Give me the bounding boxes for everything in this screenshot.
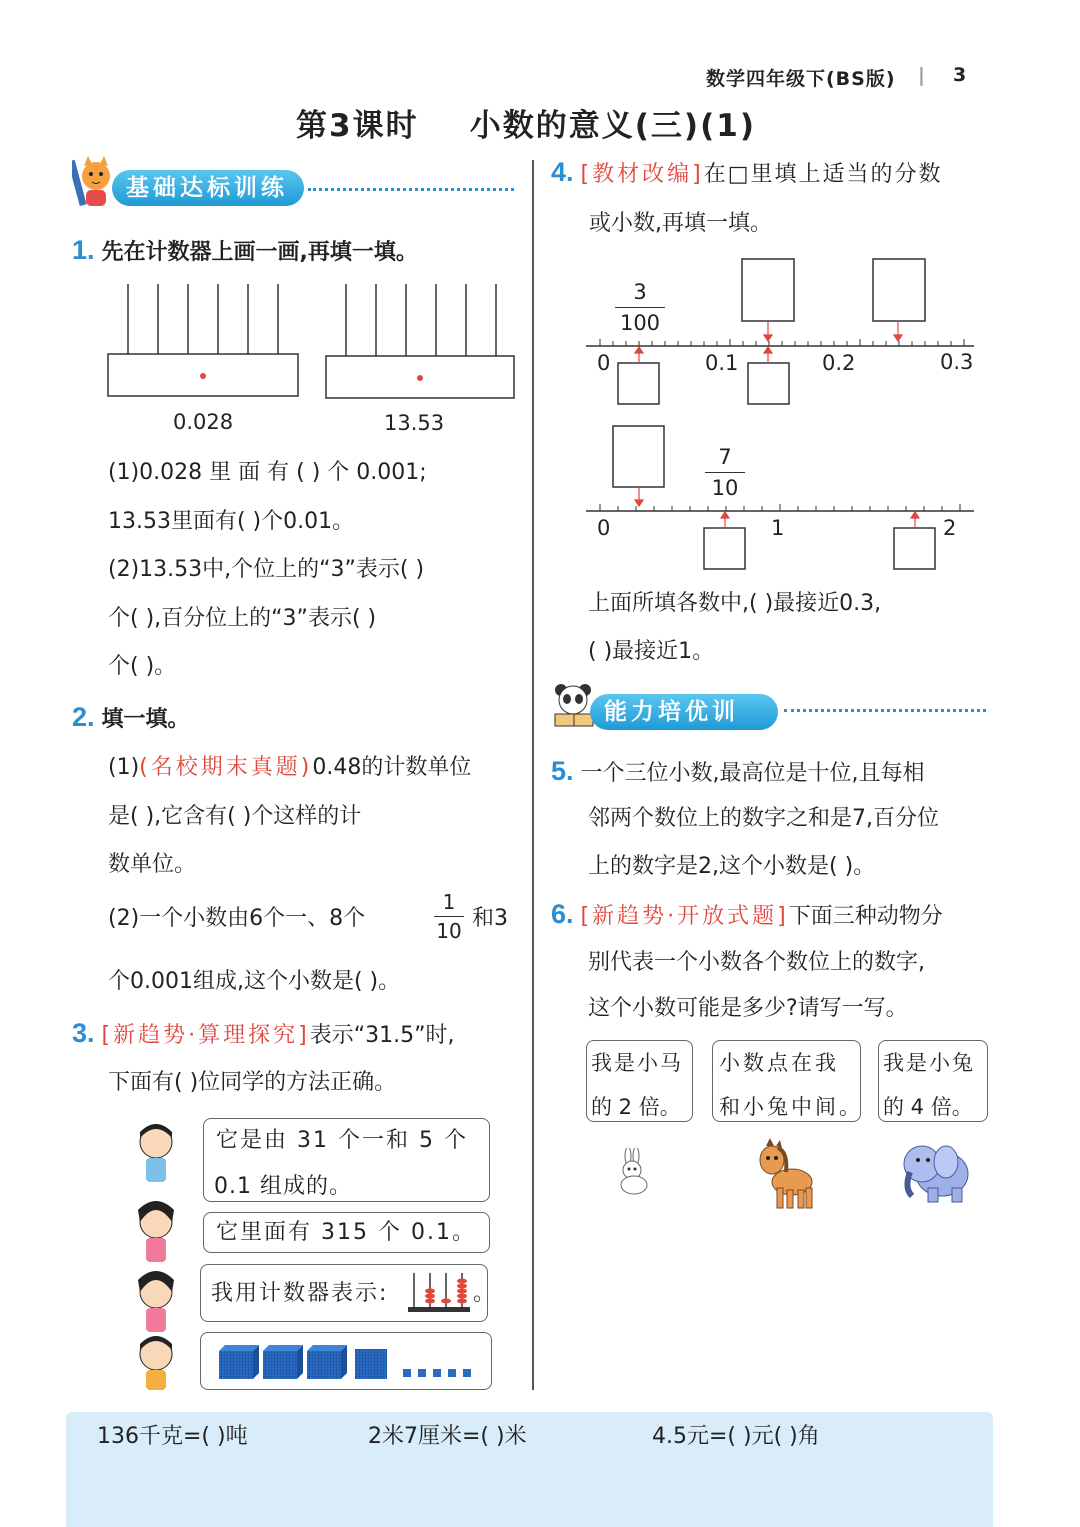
q2-p1c: 数单位。 bbox=[108, 852, 197, 877]
q5-line2: 邻两个数位上的数字之和是7,百分位 bbox=[588, 806, 939, 831]
counters bbox=[100, 282, 520, 402]
q3-label bbox=[72, 1018, 455, 1048]
rabbit-bubble-line1: 我是小马 bbox=[591, 1051, 683, 1075]
section-banner-basic: 基础达标训练 bbox=[112, 170, 304, 206]
column-divider bbox=[532, 160, 534, 1390]
rabbit-icon bbox=[612, 1148, 654, 1196]
q4-frac2-den: 10 bbox=[711, 476, 739, 500]
q2-p1-prefix: (1) bbox=[108, 755, 140, 780]
nl2-label-0: 0 bbox=[597, 516, 611, 540]
nl1-label-3: 0.3 bbox=[940, 350, 974, 374]
q2-tag: (名校期末真题) bbox=[139, 755, 313, 780]
number-line-2 bbox=[584, 420, 980, 575]
nl1-label-2: 0.2 bbox=[822, 351, 856, 375]
bubble3-end: 。 bbox=[473, 1281, 496, 1306]
q4-after1: 上面所填各数中,( )最接近0.3, bbox=[588, 591, 882, 616]
q3-text2: 下面有( )位同学的方法正确。 bbox=[108, 1070, 397, 1095]
footer-conversion-2: 2米7厘米=( )米 bbox=[368, 1424, 527, 1449]
speech-bubble-3 bbox=[200, 1264, 496, 1322]
q2-frac bbox=[434, 890, 464, 943]
q2-number: 2. bbox=[72, 702, 95, 732]
q2-p1-rest: 0.48的计数单位 bbox=[312, 755, 472, 780]
q1-p1a: (1)0.028 里 面 有 ( ) 个 0.001; bbox=[108, 460, 427, 485]
rabbit-bubble bbox=[586, 1040, 693, 1122]
q6-number: 6. bbox=[551, 899, 574, 929]
counter-label-1: 0.028 bbox=[173, 410, 234, 434]
q4-number: 4. bbox=[551, 157, 574, 187]
nl2-label-1: 1 bbox=[771, 516, 785, 540]
q1-p1b: 13.53里面有( )个0.01。 bbox=[108, 509, 355, 534]
q3-tag: [新趋势·算理探究] bbox=[101, 1023, 310, 1048]
counter-label-2: 13.53 bbox=[384, 411, 445, 435]
section-banner-ability: 能力培优训练 bbox=[590, 694, 778, 730]
cat-pencil-icon bbox=[72, 154, 112, 210]
q1-number: 1. bbox=[72, 235, 95, 265]
q2-text: 填一填。 bbox=[101, 707, 190, 732]
q6-line1: 下面三种动物分 bbox=[788, 904, 943, 929]
header-separator: | bbox=[918, 64, 926, 86]
base-ten-blocks-icon bbox=[215, 1343, 485, 1381]
footer-conversion-1: 136千克=( )吨 bbox=[97, 1424, 248, 1449]
footer-conversion-3: 4.5元=( )元( )角 bbox=[652, 1424, 820, 1449]
q4-text: 在□里填上适当的分数 bbox=[703, 162, 943, 187]
q6-label bbox=[551, 899, 943, 929]
q1-text: 先在计数器上画一画,再填一填。 bbox=[101, 240, 418, 265]
q4-after2: ( )最接近1。 bbox=[588, 639, 715, 664]
lesson-title: 第3课时 小数的意义(三)(1) bbox=[296, 108, 756, 144]
q5-label bbox=[551, 756, 925, 786]
q6-tag: [新趋势·开放式题] bbox=[580, 904, 789, 929]
speech-bubble-4 bbox=[200, 1332, 492, 1390]
q4-label bbox=[551, 157, 943, 187]
q1-p2b: 个( ),百分位上的“3”表示( ) bbox=[108, 606, 377, 631]
bubble2-text: 它里面有 315 个 0.1。 bbox=[216, 1220, 476, 1245]
q2-frac-den: 10 bbox=[436, 919, 462, 943]
q5-line3: 上的数字是2,这个小数是( )。 bbox=[588, 854, 876, 879]
q1-p2a: (2)13.53中,个位上的“3”表示( ) bbox=[108, 557, 425, 582]
speech-bubble-1 bbox=[203, 1118, 490, 1202]
q4-tag: [教材改编] bbox=[580, 162, 704, 187]
page-number: 3 bbox=[953, 64, 968, 86]
elephant-icon bbox=[900, 1140, 974, 1204]
elephant-bubble bbox=[878, 1040, 988, 1122]
frac-bar bbox=[434, 916, 464, 917]
nl2-label-2: 2 bbox=[943, 516, 957, 540]
q2-label bbox=[72, 702, 190, 732]
frac-bar bbox=[705, 472, 745, 473]
q4-text2: 或小数,再填一填。 bbox=[589, 211, 772, 236]
horse-bubble bbox=[712, 1040, 861, 1122]
abacus-icon bbox=[406, 1271, 476, 1313]
q4-frac1-num: 3 bbox=[633, 280, 647, 304]
q2-p1 bbox=[108, 756, 471, 780]
horse-bubble-line1: 小数点在我 bbox=[719, 1051, 839, 1075]
elephant-bubble-line2: 的 4 倍。 bbox=[883, 1095, 973, 1119]
q4-frac1 bbox=[615, 280, 665, 335]
student-avatars bbox=[134, 1120, 182, 1392]
q1-label bbox=[72, 235, 418, 265]
frac-bar bbox=[615, 307, 665, 308]
q4-frac2 bbox=[705, 445, 745, 500]
horse-bubble-line2: 和小兔中间。 bbox=[719, 1095, 863, 1119]
bubble1-line2: 0.1 组成的。 bbox=[214, 1174, 352, 1199]
banner-dots bbox=[784, 709, 986, 712]
bubble1-line1: 它是由 31 个一和 5 个 bbox=[216, 1128, 468, 1153]
nl1-label-1: 0.1 bbox=[705, 351, 739, 375]
elephant-bubble-line1: 我是小兔 bbox=[883, 1051, 975, 1075]
bubble3-text: 我用计数器表示: bbox=[211, 1281, 389, 1306]
book-title: 数学四年级下(BS版) bbox=[706, 68, 896, 90]
nl1-label-0: 0 bbox=[597, 351, 611, 375]
q4-frac1-den: 100 bbox=[619, 311, 661, 335]
banner-dots bbox=[308, 188, 514, 191]
speech-bubble-2 bbox=[203, 1212, 490, 1253]
q3-text: 表示“31.5”时, bbox=[309, 1023, 455, 1048]
q5-number: 5. bbox=[551, 756, 574, 786]
q1-p2c: 个( )。 bbox=[108, 654, 177, 679]
horse-icon bbox=[752, 1138, 820, 1212]
number-line-1 bbox=[584, 255, 980, 415]
rabbit-bubble-line2: 的 2 倍。 bbox=[591, 1095, 681, 1119]
q2-frac-num: 1 bbox=[442, 890, 456, 914]
q6-line3: 这个小数可能是多少?请写一写。 bbox=[588, 996, 908, 1021]
q5-line1: 一个三位小数,最高位是十位,且每相 bbox=[580, 761, 925, 786]
q6-line2: 别代表一个小数各个数位上的数字, bbox=[588, 950, 925, 975]
q2-p2b: 个0.001组成,这个小数是( )。 bbox=[108, 969, 401, 994]
q3-number: 3. bbox=[72, 1018, 95, 1048]
q4-frac2-num: 7 bbox=[718, 445, 732, 469]
q2-p2a: (2)一个小数由6个一、8个 bbox=[108, 906, 366, 931]
q2-p1b: 是( ),它含有( )个这样的计 bbox=[108, 804, 362, 829]
q2-p2a-end: 和3 bbox=[472, 906, 508, 931]
